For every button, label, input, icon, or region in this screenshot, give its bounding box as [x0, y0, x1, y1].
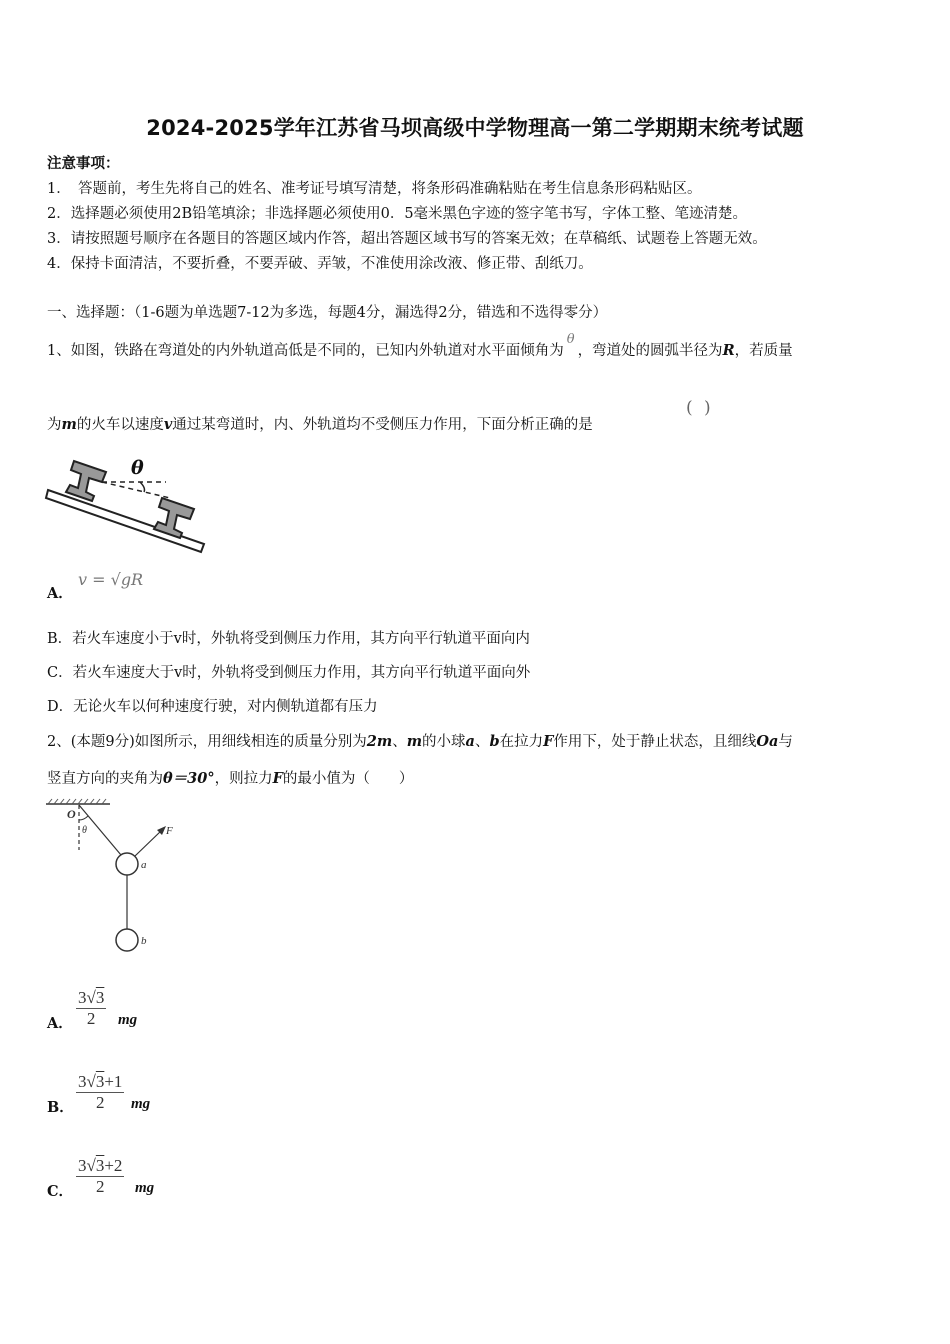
q1-option-d: D．无论火车以何种速度行驶，对内侧轨道都有压力 — [47, 699, 378, 715]
sleeper-plank — [46, 490, 204, 552]
notice-item-4: 4．保持卡面清洁，不要折叠，不要弄破、弄皱，不准使用涂改液、修正带、刮纸刀。 — [47, 256, 593, 272]
q1-option-c: C．若火车速度大于v时，外轨将受到侧压力作用，其方向平行轨道平面向外 — [47, 665, 531, 681]
q2-option-c-numerator: 3√3+2 — [78, 1156, 123, 1175]
q1-option-b: B．若火车速度小于v时，外轨将受到侧压力作用，其方向平行轨道平面向内 — [47, 631, 530, 647]
q2-sep-2: 、 — [474, 734, 490, 750]
notice-heading: 注意事项： — [47, 155, 120, 172]
q2-option-a-denominator: 2 — [86, 1009, 96, 1028]
q2-text-f: 竖直方向的夹角为 — [47, 771, 163, 787]
q2-option-a-fraction — [76, 988, 106, 1029]
q1-rail-figure — [44, 452, 210, 558]
q1-text-e: 的火车以速度 — [76, 417, 164, 433]
outer-rail — [66, 461, 106, 501]
notice-item-1: 1． 答题前，考生先将自己的姓名、准考证号填写清楚，将条形码准确粘贴在考生信息条形码粘贴区。 — [47, 181, 702, 197]
q1-text-a: 1、如图，铁路在弯道处的内外轨道高低是不同的，已知内外轨道对水平面倾角为 — [47, 343, 564, 359]
horizontal-dashed-line — [102, 482, 170, 498]
angle-arc-2 — [79, 816, 88, 820]
q2-text-e: 与 — [778, 734, 793, 750]
q1-mass-symbol: m — [61, 416, 77, 433]
q2-line-oa: Oa — [756, 733, 779, 750]
q2-text-b: 的小球 — [422, 734, 466, 750]
q2-line-1 — [47, 730, 793, 751]
q2-pendulum-figure — [44, 798, 184, 958]
ball-b — [116, 929, 138, 951]
q1-text-d: 为 — [47, 417, 62, 433]
q1-option-a-formula: v = √gR — [78, 570, 144, 589]
q2-mass-b: m — [406, 733, 423, 750]
figure-theta-label: θ — [131, 457, 144, 479]
inner-rail — [154, 498, 194, 538]
q2-text-c: 在拉力 — [499, 734, 544, 750]
q2-ball-a: a — [465, 733, 475, 750]
q2-option-c-fraction — [76, 1156, 124, 1197]
q2-option-b-denominator: 2 — [95, 1093, 105, 1112]
q2-force-symbol: F — [543, 733, 554, 750]
q2-option-b-label: B． — [47, 1099, 74, 1116]
q2-option-a-numerator: 3√3 — [78, 988, 105, 1007]
q2-option-c-unit: mg — [135, 1180, 155, 1196]
q2-option-a-unit: mg — [118, 1012, 138, 1028]
q1-theta-symbol: θ — [566, 332, 575, 347]
q2-option-b-fraction — [76, 1072, 124, 1113]
label-o: O — [67, 807, 76, 821]
q2-option-b-unit: mg — [131, 1096, 151, 1112]
label-a: a — [141, 859, 147, 871]
q2-ball-b: b — [489, 733, 500, 750]
q2-option-a-label: A． — [47, 1015, 73, 1032]
q2-sep-1: 、 — [392, 734, 407, 750]
q2-line-2 — [47, 767, 413, 788]
q1-line-2 — [47, 413, 593, 434]
q2-text-d: 作用下，处于静止状态，且细线 — [553, 734, 757, 750]
q1-line-1 — [47, 332, 793, 360]
q1-answer-paren: ( ) — [686, 398, 714, 418]
q1-text-b: ，弯道处的圆弧半径为 — [577, 343, 723, 359]
label-f: F — [166, 825, 173, 837]
q1-radius-symbol: R — [722, 342, 735, 359]
q2-mass-a: 2m — [366, 733, 393, 750]
label-theta: θ — [82, 825, 87, 836]
q2-option-c-label: C． — [47, 1183, 74, 1200]
q1-text-c: ，若质量 — [734, 343, 793, 359]
q2-theta-eq: θ＝30° — [163, 770, 215, 787]
q2-force-symbol-2: F — [272, 770, 283, 787]
q1-velocity-symbol: v — [163, 416, 173, 433]
notice-item-3: 3．请按照题号顺序在各题目的答题区域内作答，超出答题区域书写的答案无效；在草稿纸、试题卷上答题无效。 — [47, 231, 767, 247]
force-arrow-line — [135, 830, 162, 856]
q2-option-c-denominator: 2 — [95, 1177, 105, 1196]
q2-option-b-numerator: 3√3+1 — [78, 1072, 123, 1091]
q1-text-f: 通过某弯道时，内、外轨道均不受侧压力作用，下面分析正确的是 — [172, 417, 593, 433]
section-heading: 一、选择题：（1-6题为单选题7-12为多选，每题4分，漏选得2分，错选和不选得零分） — [47, 305, 608, 321]
page-title: 2024-2025学年江苏省马坝高级中学物理高一第二学期期末统考试题 — [146, 116, 804, 140]
q2-text-a: 2、(本题9分)如图所示，用细线相连的质量分别为 — [47, 734, 367, 750]
q2-text-g: ，则拉力 — [214, 771, 273, 787]
notice-item-2: 2．选择题必须使用2B铅笔填涂；非选择题必须使用0．5毫米黑色字迹的签字笔书写，字体工整、笔迹清楚。 — [47, 206, 748, 222]
ball-a — [116, 853, 138, 875]
label-b: b — [141, 935, 147, 947]
q1-option-a-label: A． — [47, 585, 73, 602]
q2-text-h: 的最小值为（ ） — [282, 771, 414, 787]
